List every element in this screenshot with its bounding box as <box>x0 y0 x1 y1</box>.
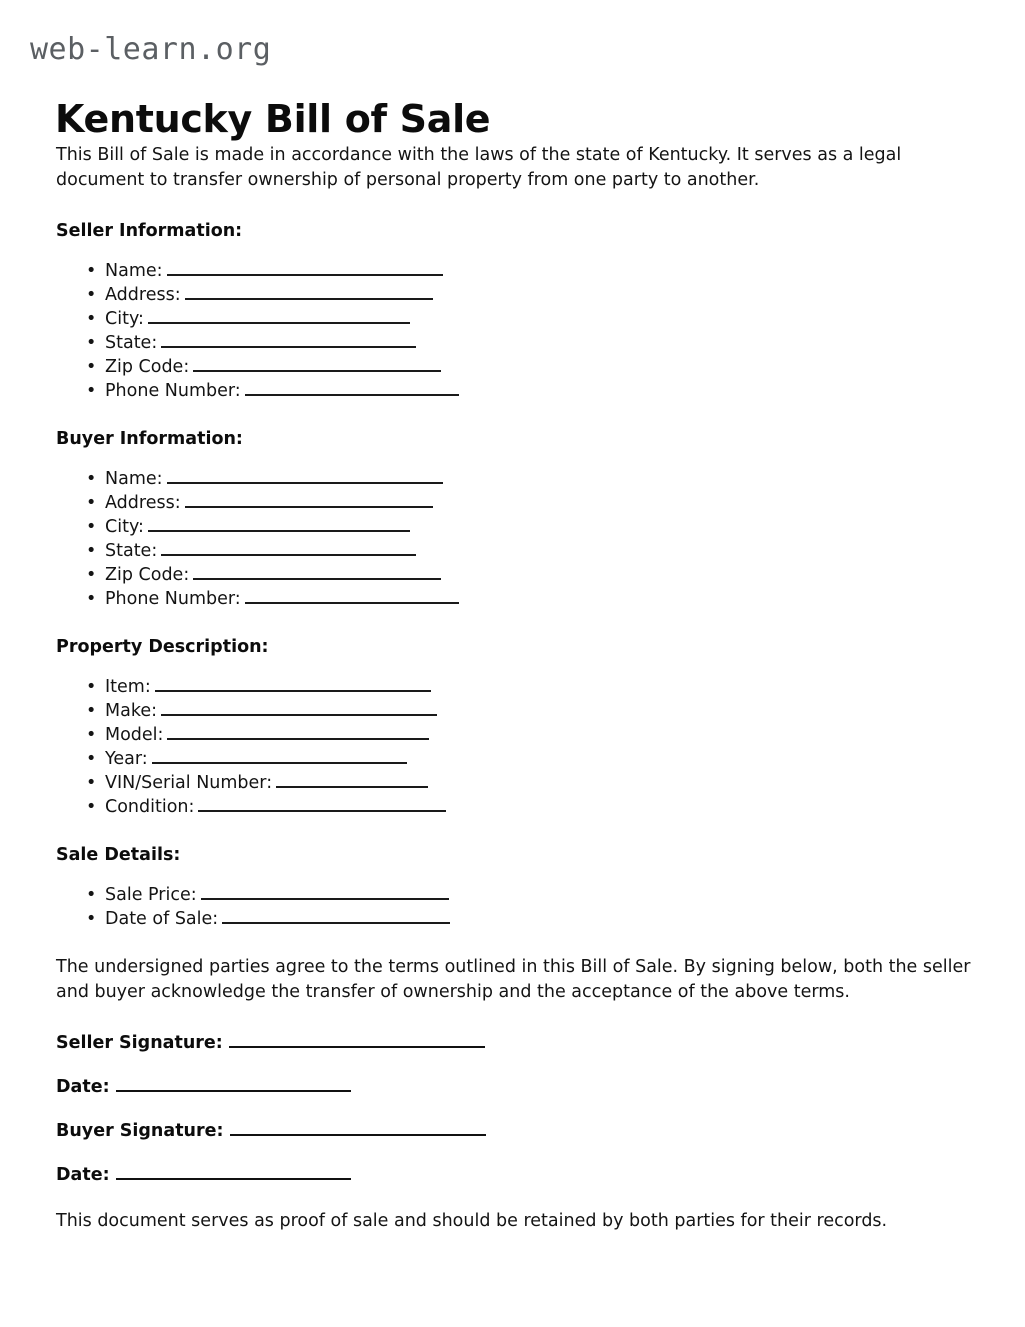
field-list <box>56 883 971 931</box>
bullet-icon: • <box>86 749 97 769</box>
field-label: Model: <box>105 725 164 745</box>
field-blank-line[interactable] <box>276 773 428 788</box>
bullet-icon: • <box>86 565 97 585</box>
bullet-icon: • <box>86 333 97 353</box>
bullet-icon: • <box>86 381 97 401</box>
bullet-icon: • <box>86 909 97 929</box>
field-blank-line[interactable] <box>148 517 410 532</box>
spacer <box>56 1055 971 1075</box>
signature-label: Date: <box>56 1165 110 1185</box>
field-row <box>56 795 971 819</box>
field-label: State: <box>105 333 158 353</box>
form-sections <box>56 219 971 955</box>
field-label: City: <box>105 517 144 537</box>
field-row <box>56 563 971 587</box>
field-row <box>56 907 971 931</box>
field-row <box>56 331 971 355</box>
signature-block <box>56 1031 971 1187</box>
spacer <box>56 659 971 675</box>
signature-blank-line[interactable] <box>116 1165 351 1180</box>
spacer <box>56 931 971 955</box>
field-blank-line[interactable] <box>167 469 443 484</box>
spacer <box>56 819 971 843</box>
spacer <box>56 1005 971 1031</box>
field-list <box>56 467 971 611</box>
field-blank-line[interactable] <box>161 541 416 556</box>
field-label: Address: <box>105 493 181 513</box>
field-label: Year: <box>105 749 148 769</box>
spacer <box>56 1099 971 1119</box>
bullet-icon: • <box>86 589 97 609</box>
closing-paragraph: This document serves as proof of sale and should be retained by both parties for their records. <box>56 1211 888 1231</box>
field-blank-line[interactable] <box>161 333 416 348</box>
field-list <box>56 675 971 819</box>
spacer <box>56 1143 971 1163</box>
signature-label: Date: <box>56 1077 110 1097</box>
field-row <box>56 883 971 907</box>
spacer <box>56 193 971 219</box>
field-blank-line[interactable] <box>222 909 450 924</box>
field-row <box>56 587 971 611</box>
signature-label: Seller Signature: <box>56 1033 223 1053</box>
bullet-icon: • <box>86 677 97 697</box>
field-label: Date of Sale: <box>105 909 219 929</box>
field-blank-line[interactable] <box>201 885 449 900</box>
signature-label: Buyer Signature: <box>56 1121 224 1141</box>
field-row <box>56 259 971 283</box>
bullet-icon: • <box>86 701 97 721</box>
field-label: City: <box>105 309 144 329</box>
bullet-icon: • <box>86 885 97 905</box>
field-row <box>56 307 971 331</box>
field-row <box>56 539 971 563</box>
site-watermark: web-learn.org <box>30 32 272 67</box>
spacer <box>56 867 971 883</box>
field-row <box>56 747 971 771</box>
intro-paragraph: This Bill of Sale is made in accordance with the laws of the state of Kentucky. It serves as a legal document to transfer ownership of personal property from one party to another. <box>56 145 902 190</box>
bullet-icon: • <box>86 517 97 537</box>
field-row <box>56 771 971 795</box>
field-blank-line[interactable] <box>161 701 437 716</box>
field-row <box>56 283 971 307</box>
field-list <box>56 259 971 403</box>
bullet-icon: • <box>86 773 97 793</box>
field-blank-line[interactable] <box>245 381 459 396</box>
bullet-icon: • <box>86 309 97 329</box>
signature-blank-line[interactable] <box>230 1121 486 1136</box>
section-heading: Property Description: <box>56 637 269 657</box>
field-row <box>56 515 971 539</box>
field-label: Item: <box>105 677 151 697</box>
signature-row <box>56 1031 971 1055</box>
spacer <box>56 243 971 259</box>
spacer <box>56 451 971 467</box>
field-row <box>56 675 971 699</box>
field-label: Phone Number: <box>105 381 241 401</box>
field-blank-line[interactable] <box>245 589 459 604</box>
field-row <box>56 699 971 723</box>
field-row <box>56 379 971 403</box>
field-row <box>56 491 971 515</box>
field-label: Make: <box>105 701 157 721</box>
field-label: Address: <box>105 285 181 305</box>
field-row <box>56 723 971 747</box>
signature-row <box>56 1119 971 1143</box>
bullet-icon: • <box>86 285 97 305</box>
field-blank-line[interactable] <box>167 261 443 276</box>
field-row <box>56 355 971 379</box>
signature-blank-line[interactable] <box>116 1077 351 1092</box>
bullet-icon: • <box>86 725 97 745</box>
field-blank-line[interactable] <box>167 725 429 740</box>
agreement-paragraph: The undersigned parties agree to the terms outlined in this Bill of Sale. By signing below, both the seller and buyer acknowledge the transfer of ownership and the acceptance of the above terms. <box>56 957 971 1002</box>
field-label: Name: <box>105 469 163 489</box>
spacer <box>56 403 971 427</box>
section-heading: Buyer Information: <box>56 429 243 449</box>
bullet-icon: • <box>86 493 97 513</box>
signature-row <box>56 1075 971 1099</box>
section-heading: Sale Details: <box>56 845 181 865</box>
bullet-icon: • <box>86 261 97 281</box>
bullet-icon: • <box>86 541 97 561</box>
page-title: Kentucky Bill of Sale <box>55 97 491 142</box>
signature-blank-line[interactable] <box>229 1033 485 1048</box>
field-blank-line[interactable] <box>198 797 446 812</box>
field-blank-line[interactable] <box>148 309 410 324</box>
document-body <box>56 143 971 1234</box>
field-blank-line[interactable] <box>185 493 433 508</box>
field-label: Zip Code: <box>105 565 190 585</box>
field-label: Zip Code: <box>105 357 190 377</box>
field-blank-line[interactable] <box>185 285 433 300</box>
field-blank-line[interactable] <box>152 749 407 764</box>
bullet-icon: • <box>86 797 97 817</box>
spacer <box>56 1187 971 1209</box>
field-label: Name: <box>105 261 163 281</box>
field-label: VIN/Serial Number: <box>105 773 273 793</box>
bullet-icon: • <box>86 357 97 377</box>
field-blank-line[interactable] <box>193 357 441 372</box>
field-label: State: <box>105 541 158 561</box>
field-row <box>56 467 971 491</box>
field-label: Phone Number: <box>105 589 241 609</box>
field-label: Sale Price: <box>105 885 197 905</box>
field-label: Condition: <box>105 797 195 817</box>
bullet-icon: • <box>86 469 97 489</box>
field-blank-line[interactable] <box>155 677 431 692</box>
section-heading: Seller Information: <box>56 221 243 241</box>
spacer <box>56 611 971 635</box>
signature-row <box>56 1163 971 1187</box>
field-blank-line[interactable] <box>193 565 441 580</box>
